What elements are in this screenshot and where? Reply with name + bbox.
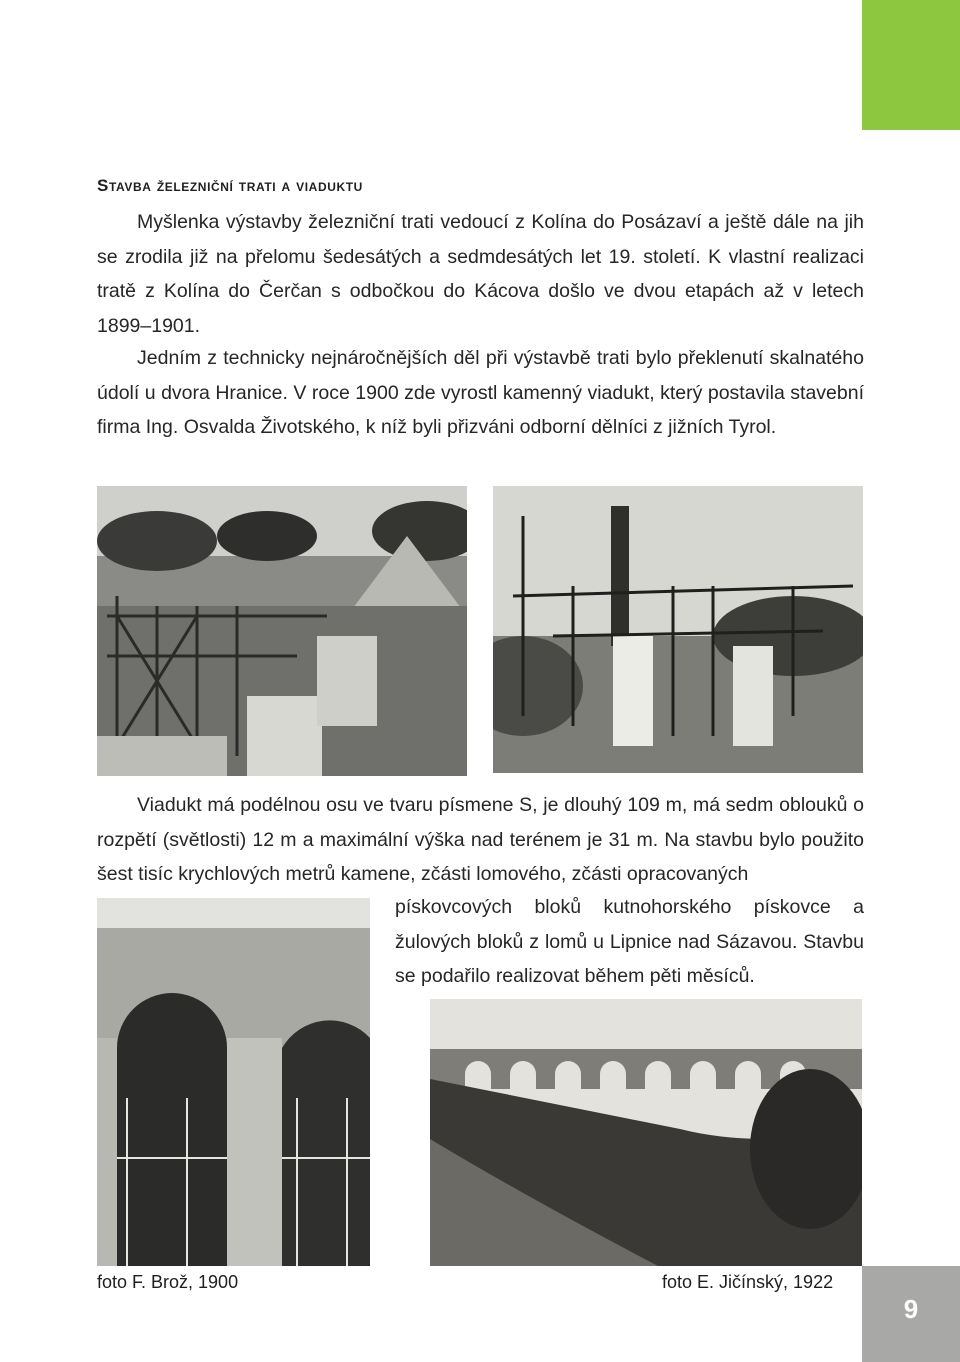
photo-construction-piers-right [493, 486, 863, 773]
photo-construction-scaffolding-left [97, 486, 467, 776]
paragraph-materials-continued: pískovcových bloků kutnohorského pískovce a žulových bloků z lomů u Lipnice nad Sázavou. Stavbu se podařilo realizovat během pěti měsíců. [395, 896, 864, 987]
section-heading: Stavba železniční trati a viaduktu [97, 176, 363, 195]
photo-caption-left: foto F. Brož, 1900 [97, 1272, 239, 1292]
paragraph-viaduct-dimensions: Viadukt má podélnou osu ve tvaru písmene S, je dlouhý 109 m, má sedm oblouků o rozpětí (světlosti) 12 m a maximální výška nad terénem je 31 m. Na stavbu bylo použito šest tisíc krychlových metrů kamene, zčásti lomového, zčásti opracovaných [97, 794, 864, 885]
paragraph-viaduct-construction: Jedním z technicky nejnáročnějších děl při výstavbě trati bylo překlenutí skalnatého údolí u dvora Hranice. V roce 1900 zde vyrostl kamenný viadukt, který postavila stavební firma Ing. Osvalda Životského, k níž byli přizváni odborní dělníci z jižních Tyrol. [97, 347, 864, 438]
photo-caption-right: foto E. Jičínský, 1922 [662, 1272, 834, 1292]
photo-viaduct-arches-close [97, 898, 370, 1266]
page-number: 9 [903, 1294, 919, 1324]
photo-viaduct-finished [430, 999, 862, 1267]
header-band [0, 0, 862, 130]
accent-green-bar [862, 0, 960, 130]
paragraph-intro: Myšlenka výstavby železniční trati vedoucí z Kolína do Posázaví a ještě dále na jih se zrodila již na přelomu šedesátých a sedmdesátých let 19. století. K vlastní realizaci tratě z Kolína do Čerčan s odbočkou do Kácova došlo ve dvou etapách až v letech 1899–1901. [97, 211, 864, 337]
